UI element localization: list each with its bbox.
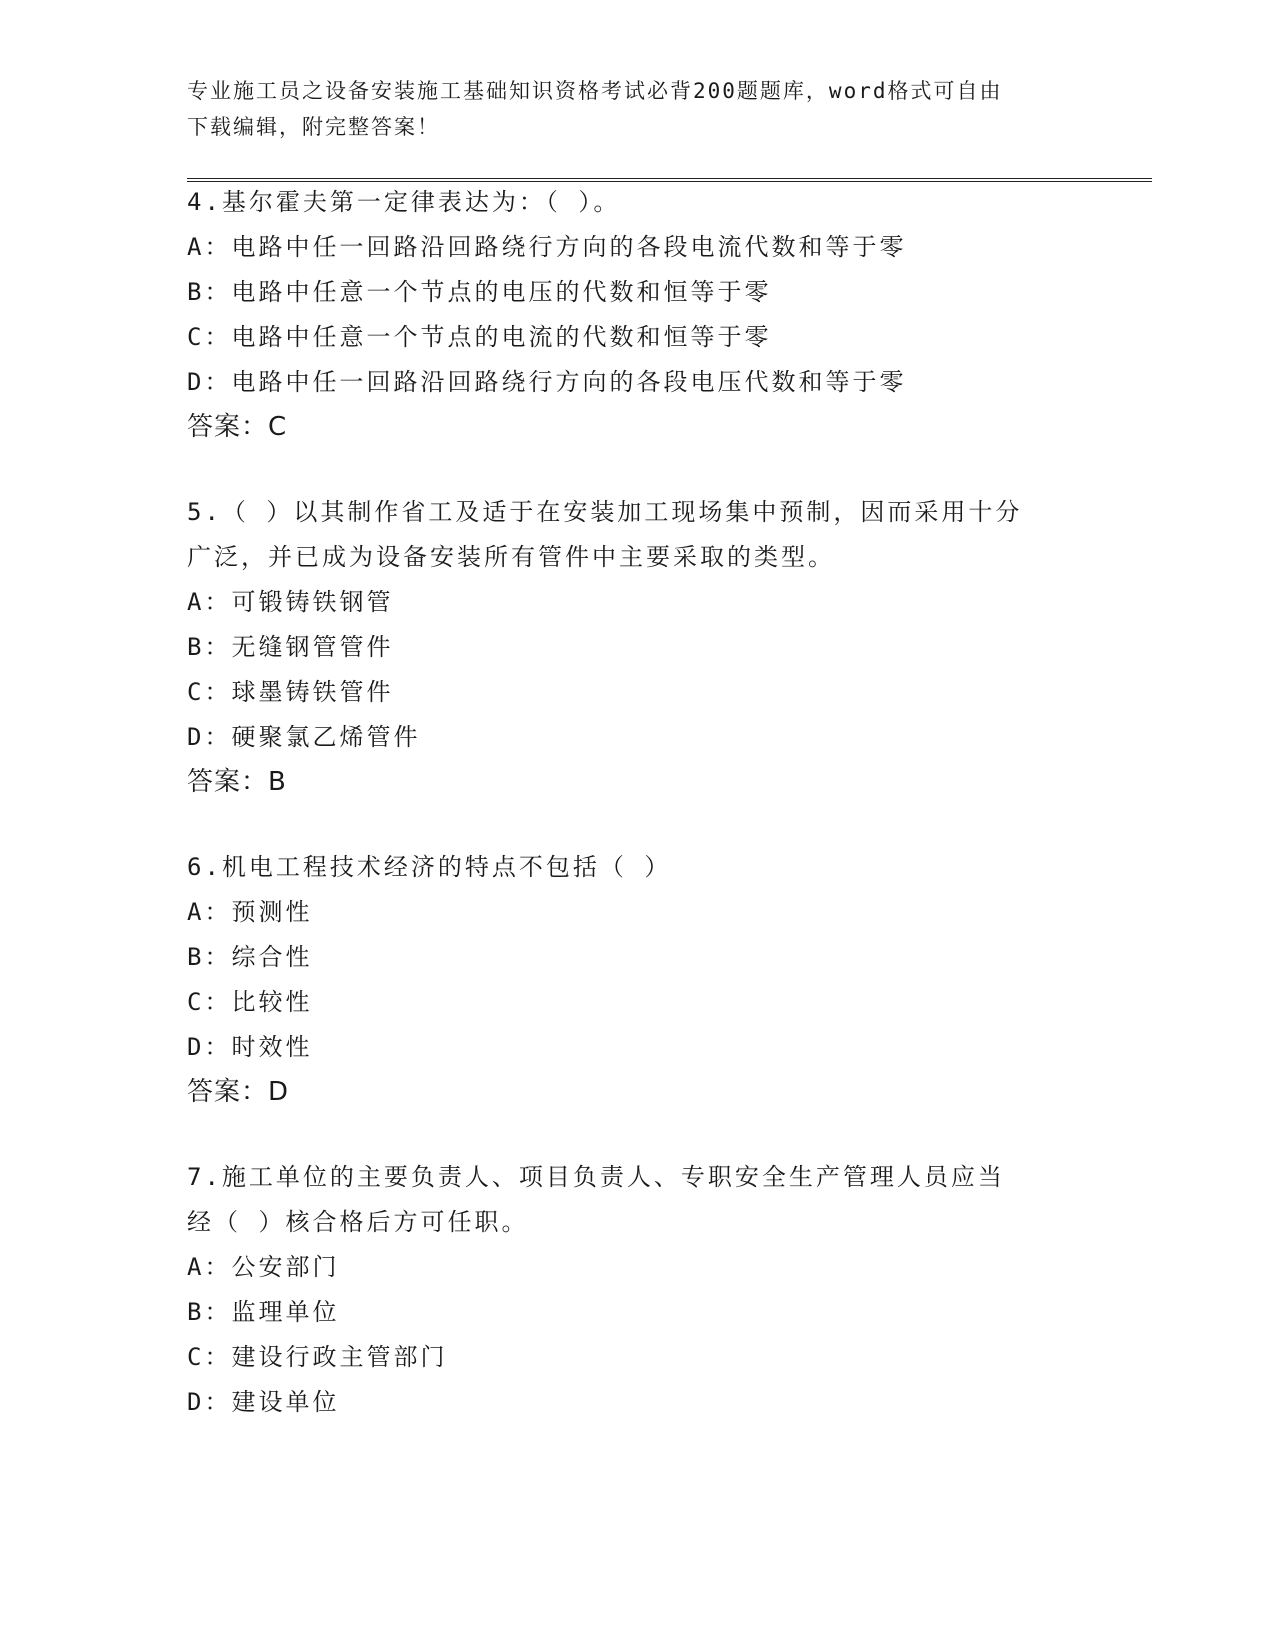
answer: 答案：D — [187, 1077, 290, 1107]
question-stem-line-2: 经（ ）核合格后方可任职。 — [187, 1208, 529, 1236]
option-b: B：无缝钢管管件 — [187, 633, 394, 661]
option-b: B：综合性 — [187, 943, 313, 971]
option-d: D：硬聚氯乙烯管件 — [187, 723, 421, 751]
question-stem-line-2: 广泛，并已成为设备安装所有管件中主要采取的类型。 — [187, 543, 835, 571]
option-b: B：监理单位 — [187, 1298, 340, 1326]
question-4 — [187, 180, 1087, 450]
question-stem-line-1: 7.施工单位的主要负责人、项目负责人、专职安全生产管理人员应当 — [187, 1163, 1005, 1191]
option-a: A：公安部门 — [187, 1253, 340, 1281]
option-a: A：预测性 — [187, 898, 313, 926]
question-6 — [187, 845, 1087, 1115]
option-b: B：电路中任意一个节点的电压的代数和恒等于零 — [187, 278, 772, 306]
option-a: A：电路中任一回路沿回路绕行方向的各段电流代数和等于零 — [187, 233, 907, 261]
answer: 答案：C — [187, 412, 288, 442]
option-a: A：可锻铸铁钢管 — [187, 588, 394, 616]
question-5 — [187, 490, 1087, 805]
header-line-2: 下载编辑，附完整答案！ — [187, 115, 440, 139]
option-c: C：比较性 — [187, 988, 313, 1016]
question-7 — [187, 1155, 1087, 1425]
question-stem: 4.基尔霍夫第一定律表达为：（ ）。 — [187, 188, 621, 216]
option-c: C：建设行政主管部门 — [187, 1343, 448, 1371]
question-stem-line-1: 5.（ ）以其制作省工及适于在安装加工现场集中预制，因而采用十分 — [187, 498, 1023, 526]
option-d: D：建设单位 — [187, 1388, 340, 1416]
option-c: C：球墨铸铁管件 — [187, 678, 394, 706]
option-d: D：时效性 — [187, 1033, 313, 1061]
document-header — [187, 73, 1067, 145]
option-c: C：电路中任意一个节点的电流的代数和恒等于零 — [187, 323, 772, 351]
option-d: D：电路中任一回路沿回路绕行方向的各段电压代数和等于零 — [187, 368, 907, 396]
answer: 答案：B — [187, 767, 287, 797]
question-stem: 6.机电工程技术经济的特点不包括（ ） — [187, 853, 672, 881]
header-line-1: 专业施工员之设备安装施工基础知识资格考试必背200题题库，word格式可自由 — [187, 79, 1003, 103]
